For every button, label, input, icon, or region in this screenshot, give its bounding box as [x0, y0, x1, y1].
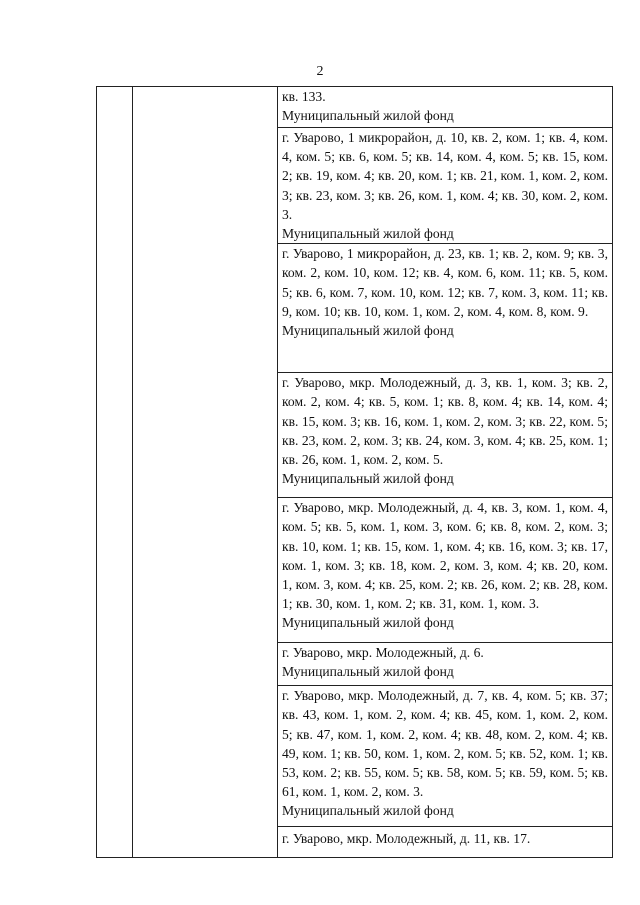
fund-type: Муниципальный жилой фонд: [282, 108, 454, 124]
table-cell-entry: [278, 498, 613, 643]
table-cell-entry: [278, 686, 613, 827]
address-text: г. Уварово, мкр. Молодежный, д. 7, кв. 4, ком. 5; кв. 37; кв. 43, ком. 1, ком. 2, ком. 4; кв. 45, ком. 1, ком. 2, ком. 5; кв. 47, ком. 1, ком. 2, ком. 4; кв. 48, ком. 2, ком. 4; кв. 49, ком. 1; кв. 50, ком. 1, ком. 2, ком. 5; кв. 52, ком. 1; кв. 53, ком. 2; кв. 55, ком. 5; кв. 58, ком. 5; кв. 59, ком. 5; кв. 61, ком. 1, ком. 2, ком. 3.: [282, 688, 608, 800]
empty-cell-number: [97, 87, 133, 858]
address-text: г. Уварово, мкр. Молодежный, д. 6.: [282, 645, 484, 661]
table-cell-entry: [278, 87, 613, 128]
table-cell-entry: [278, 128, 613, 244]
table-cell-entry: [278, 373, 613, 498]
address-text: г. Уварово, мкр. Молодежный, д. 3, кв. 1, ком. 3; кв. 2, ком. 2, ком. 4; кв. 5, ком. 1; кв. 8, ком. 4; кв. 14, ком. 4; кв. 15, ком. 3; кв. 16, ком. 1, ком. 2, ком. 3; кв. 22, ком. 5; кв. 23, ком. 2, ком. 3; кв. 24, ком. 3, ком. 4; кв. 25, ком. 1; кв. 26, ком. 1, ком. 2, ком. 5.: [282, 375, 608, 468]
empty-cell-name: [133, 87, 278, 858]
table-cell-entry: [278, 827, 613, 858]
address-text: г. Уварово, 1 микрорайон, д. 23, кв. 1; кв. 2, ком. 9; кв. 3, ком. 2, ком. 10, ком. 12; кв. 4, ком. 6, ком. 11; кв. 5, ком. 5; кв. 6, ком. 7, ком. 10, ком. 12; кв. 7, ком. 3, ком. 11; кв. 9, ком. 10; кв. 10, ком. 1, ком. 2, ком. 4, ком. 8, ком. 9.: [282, 246, 608, 319]
property-table: [96, 86, 613, 858]
table-row: [97, 87, 613, 128]
page-number: 2: [316, 64, 324, 79]
fund-type: Муниципальный жилой фонд: [282, 664, 454, 680]
fund-type: Муниципальный жилой фонд: [282, 803, 454, 819]
address-text: г. Уварово, 1 микрорайон, д. 10, кв. 2, ком. 1; кв. 4, ком. 4, ком. 5; кв. 6, ком. 5; кв. 14, ком. 4, ком. 5; кв. 15, ком. 2; кв. 19, ком. 4; кв. 20, ком. 1; кв. 21, ком. 1, ком. 2, ком. 3; кв. 23, ком. 3; кв. 26, ком. 1, ком. 4; кв. 30, ком. 2, ком. 3.: [282, 130, 608, 222]
table-cell-entry: [278, 643, 613, 686]
fund-type: Муниципальный жилой фонд: [282, 471, 454, 487]
address-text: г. Уварово, мкр. Молодежный, д. 11, кв. 17.: [282, 831, 531, 847]
fund-type: Муниципальный жилой фонд: [282, 226, 454, 242]
address-text: кв. 133.: [282, 89, 326, 104]
fund-type: Муниципальный жилой фонд: [282, 323, 454, 339]
table-cell-entry: [278, 244, 613, 373]
address-text: г. Уварово, мкр. Молодежный, д. 4, кв. 3, ком. 1, ком. 4, ком. 5; кв. 5, ком. 1, ком. 3, ком. 6; кв. 8, ком. 2, ком. 3; кв. 10, ком. 1; кв. 15, ком. 1, ком. 4; кв. 16, ком. 3; кв. 17, ком. 1, ком. 3; кв. 18, ком. 2, ком. 3, ком. 4; кв. 20, ком. 1, ком. 3, ком. 4; кв. 25, ком. 2; кв. 26, ком. 2; кв. 28, ком. 1; кв. 30, ком. 1, ком. 2; кв. 31, ком. 1, ком. 3.: [282, 500, 608, 612]
fund-type: Муниципальный жилой фонд: [282, 615, 454, 631]
